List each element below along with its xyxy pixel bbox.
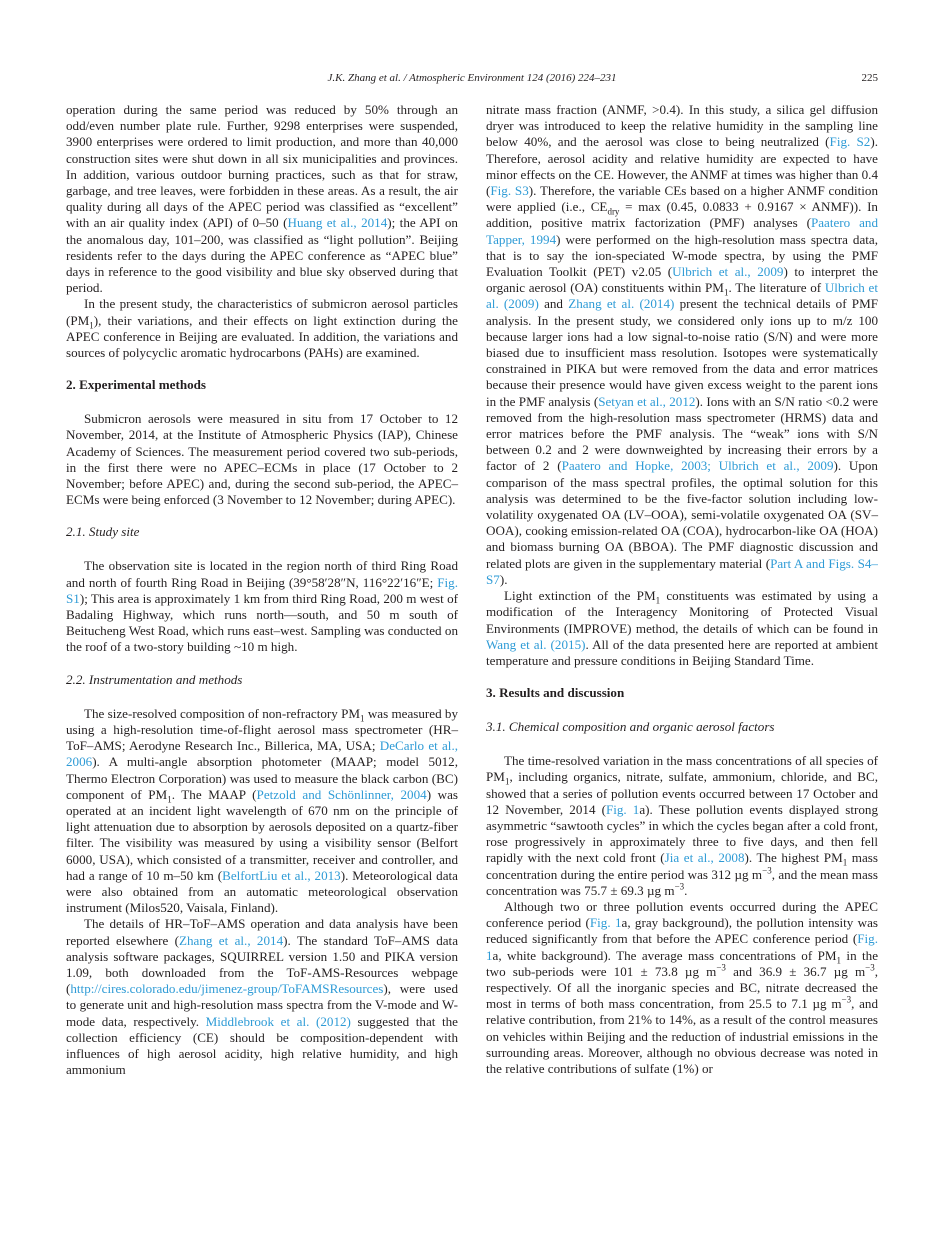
figure-link[interactable]: Fig. 1	[605, 801, 640, 817]
text: , respectively. Of all the inorganic species and BC, nitrate decreased the most in terms of both mass concentration, from 25.5 to 7.1 µg m	[486, 963, 878, 1012]
text: ), were used to generate unit and high-resolution mass spectra from the V-mode and W-mode data, respectively.	[66, 981, 458, 1029]
paragraph-apec-comparison	[486, 899, 878, 1077]
text: = max (0.45, 0.0833 + 0.9167 × ANMF)). In addition, positive matrix factorization (PMF) analyses (	[486, 199, 878, 231]
paragraph-study-site	[66, 558, 458, 655]
text: ) were performed on the high-resolution mass spectra data, that is to say the ion-speciated W-mode spectra, by using the PMF Evaluation Toolkit (PET) v2.05 (	[486, 231, 879, 280]
citation-link[interactable]: Jia et al., 2008	[664, 850, 745, 866]
superscript: −3	[865, 962, 875, 973]
paragraph-study-aim	[66, 296, 458, 361]
text: ). The highest PM	[744, 850, 843, 866]
text: and 36.9 ± 36.7 µg m	[725, 963, 866, 979]
paragraph-apec-measures	[66, 102, 458, 296]
section-heading-results: 3. Results and discussion	[486, 685, 625, 701]
text: a, gray background), the pollution intensity was reduced significantly from that before the APEC conference period (	[486, 915, 879, 947]
paragraph-time-resolved	[486, 753, 878, 899]
section-heading-methods: 2. Experimental methods	[66, 377, 207, 393]
subscript: 1	[836, 955, 842, 966]
text: Light extinction of the PM	[504, 588, 656, 604]
subsection-heading-instrumentation: 2.2. Instrumentation and methods	[66, 671, 243, 687]
subscript: 1	[504, 776, 510, 787]
subsection-heading-study-site: 2.1. Study site	[66, 524, 140, 540]
text: ); the API on the anomalous day, 101–200, was classified as “light pollution”. Beijing residents refer to the days during the APEC conference as “APEC blue” days in reference to the good visibility and blue sky observed during that period.	[66, 215, 458, 296]
text: in the two sub-periods were 101 ± 73.8 µg m	[486, 947, 879, 979]
paragraph-ce-pmf	[486, 102, 878, 588]
subscript: dry	[607, 206, 620, 217]
figure-link[interactable]: Fig. S3	[490, 183, 529, 199]
text: and	[538, 296, 569, 312]
text: a). These pollution events displayed strong asymmetric “sawtooth cycles” in which the cycles began after a cold front, rose progressively in approximately three to five days, and then fell rapidly with the next cold front (	[486, 801, 878, 866]
citation-link[interactable]: Petzold and Schönlinner, 2004	[256, 786, 427, 802]
text: ) to interpret the organic aerosol (OA) constituents within PM	[486, 264, 879, 296]
paragraph-data-analysis	[66, 916, 458, 1078]
text: The observation site is located in the region north of third Ring Road and north of fourth Ring Road in Beijing (39°58′28″N, 116°22′16″E;	[66, 558, 458, 590]
figure-link[interactable]: Fig. 1	[589, 915, 622, 931]
citation-link[interactable]: Zhang et al., 2014	[179, 932, 284, 948]
citation-link[interactable]: Ulbrich et al. (2009)	[486, 280, 878, 312]
right-column	[486, 102, 878, 1077]
paragraph-instrumentation	[66, 706, 458, 917]
subscript: 1	[89, 320, 94, 331]
figure-link[interactable]: Fig. S2	[829, 134, 871, 150]
citation-link[interactable]: BelfortLiu et al., 2013	[222, 867, 341, 883]
url-link[interactable]: http://cires.colorado.edu/jimenez-group/ToFAMSResources	[70, 981, 384, 997]
text: ). Ions with an S/N ratio <0.2 were removed from the high-resolution mass spectrometer (HRMS) data and error matrices before the PMF analysis. The “weak” ions with S/N between 0.2 and 2 were downweighted by increasing their errors by a factor of 2 (	[486, 393, 879, 474]
citation-link[interactable]: Middlebrook et al. (2012)	[205, 1013, 351, 1029]
figure-link[interactable]: Fig. 1	[486, 931, 878, 963]
text: , and the mean mass concentration was 75.7 ± 69.3 µg m	[486, 866, 878, 898]
page-number: 225	[861, 72, 878, 84]
text: . All of the data presented here are reported at ambient temperature and pressure conditions in Beijing Standard Time.	[486, 636, 878, 668]
text: Although two or three pollution events occurred during the APEC conference period (	[486, 898, 878, 931]
text: .	[684, 882, 688, 898]
subscript: 1	[842, 857, 848, 868]
text: , including organics, nitrate, sulfate, ammonium, chloride, and BC, showed that a series of pollution events occurred between 17 October and 12 November, 2014 (	[486, 769, 878, 817]
text: , and relative contribution, from 21% to 14%, as a result of the control measures on vehicles within Beijing and the reduction of industrial emissions in the surrounding areas. Moreover, although no obvious decrease was noted in the relative contributions of sulfate (1%) or	[486, 996, 878, 1076]
text: operation during the same period was reduced by 50% through an odd/even number plate rule. Further, 9298 enterprises were suspended, 3900 enterprises were ordered to limit production, and more than 40,000 construction sites were shut down in all six municipalities and provinces. In addition, various outdoor burning practices, such as that for straw, garbage, and tree leaves, were forbidden in these areas. As a result, the air quality during all days of the APEC period was classified as “excellent” with an air quality index (API) of 0–50 (	[66, 102, 458, 231]
text: nitrate mass fraction (ANMF, >0.4). In this study, a silica gel diffusion dryer was introduced to keep the relative humidity in the sampling line below 40%, and the aerosol was close to being neutralized (	[486, 102, 878, 150]
page-header	[66, 72, 878, 88]
running-title: J.K. Zhang et al. / Atmospheric Environment 124 (2016) 224–231	[327, 72, 617, 84]
text: . The MAAP (	[171, 786, 257, 802]
text: mass concentration during the entire period was 312 µg m	[486, 850, 878, 882]
paragraph-light-extinction	[486, 588, 878, 669]
subscript: 1	[723, 287, 729, 298]
text: ). Therefore, aerosol acidity and relative humidity are expected to have minor effects on the CE. However, the ANMF at times was higher than 0.4 (	[486, 134, 878, 199]
text: ). Upon comparison of the mass spectral profiles, the optimal solution for this analysis was determined to be the five-factor solution including low-volatility oxygenated OA (LV–OOA), semi-volatile oxygenated OA (SV–OOA), cooking emission-related OA (COA), hydrocarbon-like OA (HOA) and biomass burning OA (BBOA). The PMF diagnostic discussion and related plots are given in the supplementary material (	[486, 458, 878, 571]
superscript: −3	[841, 994, 852, 1005]
text: ) was operated at an incident light wavelength of 670 nm on the principle of light attenuation due to absorption by aerosols deposited on a quartz-fiber filter. The visibility was measured by using a visibility sensor (Belfort 6000, USA), which consisted of a transmitter, receiver and controller, and had a range of 10 m–50 km (	[66, 786, 458, 883]
text: present the technical details of PMF analysis. In the present study, we considered only ions up to m/z 100 because larger ions had a low signal-to-noise ratio (S/N) and were more biased due to insufficient mass resolution. Isotopes were systematically constrained in PIKA but were removed from the data and error matrices because their presence would have given excess weight to the parent ions in the PMF analysis (	[486, 296, 879, 409]
subscript: 1	[167, 794, 172, 805]
left-column	[66, 102, 458, 1078]
text: ). Meteorological data were also obtained from an automatic meteorological observation instrument (Milos520, Vaisala, Finland).	[66, 867, 458, 916]
text: ). The standard ToF–AMS data analysis software packages, SQUIRREL version 1.50 and PIKA version 1.09, both downloaded from the ToF-AMS-Resources webpage (	[66, 932, 459, 997]
text: suggested that the collection efficiency (CE) should be composition-dependent with influences of high aerosol acidity, high relative humidity, and high ammonium	[66, 1013, 458, 1078]
citation-link[interactable]: Wang et al. (2015)	[486, 636, 586, 652]
text: ). Therefore, the variable CEs based on a higher ANMF condition were applied (i.e., CE	[486, 183, 879, 215]
superscript: −3	[674, 881, 685, 892]
superscript: −3	[716, 962, 726, 973]
figure-link[interactable]: Fig. S1	[66, 574, 458, 606]
text: In the present study, the characteristics of submicron aerosol particles (PM	[66, 296, 458, 328]
superscript: −3	[762, 865, 772, 876]
citation-link[interactable]: DeCarlo et al., 2006	[66, 738, 458, 770]
text: ). A multi-angle absorption photometer (MAAP; model 5012, Thermo Electron Corporation) was used to measure the black carbon (BC) component of PM	[66, 754, 458, 802]
text: . The literature of	[728, 280, 825, 296]
citation-link[interactable]: Paatero and Hopke, 2003; Ulbrich et al., 2009	[561, 458, 834, 474]
paragraph-measurement-period: Submicron aerosols were measured in situ from 17 October to 12 November, 2014, at the Institute of Atmospheric Physics (IAP), Chinese Academy of Sciences. The measurement period covered two sub-periods, in the first there were no APEC–ECMs in place (17 October to 2 November; before APEC) and, during the second sub-period, the APEC–ECMs were being enforced (3 November to 12 November; during APEC).	[66, 411, 458, 508]
text: a, white background). The average mass concentrations of PM	[492, 947, 837, 963]
text: The size-resolved composition of non-refractory PM	[84, 705, 361, 721]
text: ), their variations, and their effects on light extinction during the APEC conference in Beijing are evaluated. In addition, the variations and sources of polycyclic aromatic hydrocarbons (PAHs) are examined.	[66, 312, 458, 361]
text: The details of HR–ToF–AMS operation and data analysis have been reported elsewhere (	[66, 916, 458, 948]
text: The time-resolved variation in the mass concentrations of all species of PM	[486, 753, 878, 785]
subsection-heading-chemical-composition: 3.1. Chemical composition and organic aerosol factors	[486, 719, 775, 735]
citation-link[interactable]: Setyan et al., 2012	[598, 393, 696, 409]
citation-link[interactable]: Zhang et al. (2014)	[568, 296, 675, 312]
citation-link[interactable]: Ulbrich et al., 2009	[672, 264, 784, 280]
subscript: 1	[655, 595, 661, 606]
text: constituents was estimated by using a modification of the Interagency Monitoring of Protected Visual Environments (IMPROVE) method, the details of which can be found in	[486, 588, 879, 636]
text: was measured by using a high-resolution time-of-flight aerosol mass spectrometer (HR–ToF–AMS; Aerodyne Research Inc., Billerica, MA, USA;	[66, 705, 459, 754]
citation-link[interactable]: Huang et al., 2014	[287, 215, 388, 231]
citation-link[interactable]: Paatero and Tapper, 1994	[486, 215, 878, 247]
text: ); This area is approximately 1 km from third Ring Road, 200 m west of Badaling Highway, which runs north—south, and 50 m south of Beitucheng West Road, which runs east–west. Sampling was conducted on the roof of a two-story building ~10 m high.	[66, 590, 458, 655]
supplement-link[interactable]: Part A and Figs. S4–S7	[486, 555, 878, 587]
subscript: 1	[360, 713, 365, 724]
text: ).	[499, 571, 508, 587]
